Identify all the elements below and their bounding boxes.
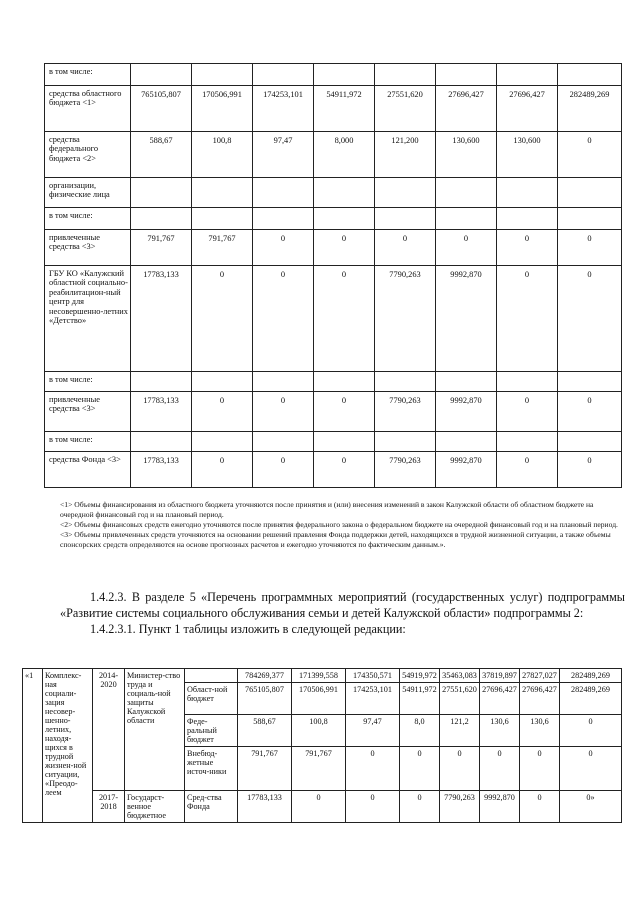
value-cell — [131, 432, 192, 452]
value-cell: 0 — [375, 230, 436, 266]
table-row — [45, 432, 622, 452]
value-cell — [253, 432, 314, 452]
value-cell: 9992,870 — [436, 392, 497, 432]
value-cell: 54911,972 — [314, 86, 375, 132]
value-cell — [253, 208, 314, 230]
total-value-cell: 174350,571 — [346, 669, 400, 683]
value-cell — [131, 208, 192, 230]
value-cell — [436, 178, 497, 208]
value-cell: 0 — [558, 132, 622, 178]
value-cell: 7790,263 — [375, 392, 436, 432]
body-text — [60, 590, 625, 638]
measure-period-2: 2017-2018 — [93, 791, 125, 823]
value-cell: 174253,101 — [253, 86, 314, 132]
value-cell: 130,600 — [497, 132, 558, 178]
value-cell: 0 — [400, 791, 440, 823]
value-cell — [436, 372, 497, 392]
value-cell — [375, 432, 436, 452]
measure-number: «1 — [23, 669, 43, 823]
measure-executor-1: Министер-ство труда и социаль-ной защиты Калужской области — [125, 669, 185, 791]
total-value-cell: 282489,269 — [560, 669, 622, 683]
value-cell: 765105,807 — [238, 683, 292, 715]
total-value-cell: 37819,897 — [480, 669, 520, 683]
value-cell — [192, 372, 253, 392]
value-cell — [192, 178, 253, 208]
value-cell — [314, 178, 375, 208]
value-cell: 0 — [253, 230, 314, 266]
value-cell: 0 — [558, 452, 622, 488]
total-value-cell: 35463,083 — [440, 669, 480, 683]
total-label-cell — [185, 669, 238, 683]
paragraph-section-5: 1.4.2.3. В разделе 5 «Перечень программных мероприятий (государственных услуг) подпрограммы «Развитие системы социального обслуживания семьи и детей Калужской области» подпрограммы 2: — [60, 590, 625, 620]
value-cell — [314, 208, 375, 230]
footnote-3: <3> Объемы привлеченных средств уточняются на основании решений правления Фонда поддержки детей, находящихся в трудной жизненной ситуации, а также объемы спонсорских средств определяются на основе прогнозных расчетов и ежегодно уточняются по фактическим данным.». — [60, 530, 611, 550]
value-cell — [375, 64, 436, 86]
value-cell — [131, 178, 192, 208]
table-row — [45, 132, 622, 178]
value-cell: 17783,133 — [131, 452, 192, 488]
footnote-2: <2> Объемы финансовых средств ежегодно уточняются после принятия федерального закона о федеральном бюджете на очередной финансовый год и на плановый период. — [60, 520, 618, 530]
value-cell: 0 — [253, 392, 314, 432]
value-cell: 27696,427 — [480, 683, 520, 715]
total-value-cell: 27827,027 — [520, 669, 560, 683]
source-label: Област-ной бюджет — [185, 683, 238, 715]
value-cell — [253, 64, 314, 86]
value-cell: 282489,269 — [558, 86, 622, 132]
value-cell: 0 — [292, 791, 346, 823]
value-cell: 100,8 — [192, 132, 253, 178]
value-cell: 0 — [346, 791, 400, 823]
value-cell — [192, 208, 253, 230]
value-cell: 97,47 — [253, 132, 314, 178]
value-cell — [131, 372, 192, 392]
funding-table — [44, 63, 622, 488]
value-cell: 8,000 — [314, 132, 375, 178]
row-label: средства федерального бюджета <2> — [45, 132, 131, 178]
value-cell: 0 — [440, 747, 480, 791]
value-cell: 0 — [520, 747, 560, 791]
value-cell: 54911,972 — [400, 683, 440, 715]
total-value-cell: 171399,558 — [292, 669, 346, 683]
value-cell: 791,767 — [292, 747, 346, 791]
value-cell: 0 — [192, 452, 253, 488]
value-cell: 7790,263 — [375, 452, 436, 488]
value-cell: 130,600 — [436, 132, 497, 178]
value-cell — [497, 208, 558, 230]
value-cell: 791,767 — [192, 230, 253, 266]
value-cell — [253, 178, 314, 208]
row-label: в том числе: — [45, 64, 131, 86]
row-label: средства областного бюджета <1> — [45, 86, 131, 132]
value-cell: 0 — [558, 266, 622, 372]
value-cell: 0 — [497, 230, 558, 266]
total-value-cell: 784269,377 — [238, 669, 292, 683]
value-cell: 17783,133 — [131, 266, 192, 372]
value-cell: 588,67 — [131, 132, 192, 178]
value-cell — [558, 64, 622, 86]
footnotes — [60, 500, 625, 550]
table-row — [45, 452, 622, 488]
value-cell: 0 — [192, 266, 253, 372]
value-cell: 0 — [560, 715, 622, 747]
total-value-cell: 54919,972 — [400, 669, 440, 683]
value-cell: 27551,620 — [440, 683, 480, 715]
value-cell — [436, 64, 497, 86]
value-cell — [436, 432, 497, 452]
value-cell: 0 — [346, 747, 400, 791]
value-cell — [375, 208, 436, 230]
value-cell: 765105,807 — [131, 86, 192, 132]
value-cell: 130,6 — [520, 715, 560, 747]
measure-period-1: 2014-2020 — [93, 669, 125, 791]
value-cell: 0 — [520, 791, 560, 823]
value-cell: 0 — [497, 452, 558, 488]
value-cell — [253, 372, 314, 392]
paragraph-item-1: 1.4.2.3.1. Пункт 1 таблицы изложить в следующей редакции: — [90, 621, 406, 636]
table-row — [45, 372, 622, 392]
value-cell: 0 — [253, 266, 314, 372]
value-cell — [497, 64, 558, 86]
measure-name: Комплекс-ная социали-зация несовер-шенно-летних, находя-щихся в трудной жизнен-ной ситуации, «Преодо-леем — [43, 669, 93, 823]
value-cell: 791,767 — [131, 230, 192, 266]
value-cell: 170506,991 — [292, 683, 346, 715]
value-cell: 170506,991 — [192, 86, 253, 132]
value-cell: 0 — [497, 266, 558, 372]
value-cell: 0 — [314, 266, 375, 372]
value-cell — [314, 64, 375, 86]
value-cell: 9992,870 — [436, 266, 497, 372]
value-cell: 9992,870 — [436, 452, 497, 488]
value-cell: 791,767 — [238, 747, 292, 791]
value-cell: 588,67 — [238, 715, 292, 747]
value-cell: 8,0 — [400, 715, 440, 747]
row-label: в том числе: — [45, 432, 131, 452]
value-cell: 17783,133 — [131, 392, 192, 432]
value-cell: 17783,133 — [238, 791, 292, 823]
value-cell: 0 — [314, 230, 375, 266]
source-label: Сред-ства Фонда — [185, 791, 238, 823]
value-cell: 174253,101 — [346, 683, 400, 715]
source-label: Внебюд-жетные источ-ники — [185, 747, 238, 791]
table-row — [45, 64, 622, 86]
value-cell — [375, 372, 436, 392]
value-cell: 0 — [314, 392, 375, 432]
row-label: организации, физические лица — [45, 178, 131, 208]
value-cell — [192, 432, 253, 452]
source-label: Феде-ральный бюджет — [185, 715, 238, 747]
value-cell: 100,8 — [292, 715, 346, 747]
row-label: в том числе: — [45, 208, 131, 230]
value-cell: 27696,427 — [497, 86, 558, 132]
footnote-1: <1> Объемы финансирования из областного бюджета уточняются после принятия и (или) внесения изменений в закон Калужской области об областном бюджете на очередной финансовый год и на плановый период. — [60, 500, 594, 520]
value-cell: 0 — [480, 747, 520, 791]
value-cell: 0 — [558, 392, 622, 432]
value-cell: 7790,263 — [375, 266, 436, 372]
value-cell: 130,6 — [480, 715, 520, 747]
value-cell: 7790,263 — [440, 791, 480, 823]
value-cell: 0 — [192, 392, 253, 432]
value-cell: 121,200 — [375, 132, 436, 178]
row-label: привлеченные средства <3> — [45, 392, 131, 432]
row-label: ГБУ КО «Калужский областной социально-реабилитацион-ный центр для несовершенно-летних «Детство» — [45, 266, 131, 372]
value-cell: 0 — [436, 230, 497, 266]
value-cell — [314, 372, 375, 392]
value-cell: 121,2 — [440, 715, 480, 747]
value-cell — [314, 432, 375, 452]
value-cell — [497, 432, 558, 452]
row-label: средства Фонда <3> — [45, 452, 131, 488]
table-row — [45, 178, 622, 208]
value-cell — [497, 372, 558, 392]
value-cell: 9992,870 — [480, 791, 520, 823]
value-cell: 282489,269 — [560, 683, 622, 715]
value-cell — [558, 372, 622, 392]
value-cell: 0 — [314, 452, 375, 488]
value-cell — [192, 64, 253, 86]
value-cell: 27696,427 — [520, 683, 560, 715]
table-row — [45, 208, 622, 230]
table-row — [45, 266, 622, 372]
table-row — [45, 392, 622, 432]
row-label: в том числе: — [45, 372, 131, 392]
value-cell — [436, 208, 497, 230]
table-row — [45, 86, 622, 132]
value-cell: 97,47 — [346, 715, 400, 747]
value-cell — [558, 178, 622, 208]
value-cell — [497, 178, 558, 208]
value-cell: 0 — [400, 747, 440, 791]
value-cell: 0 — [558, 230, 622, 266]
value-cell — [375, 178, 436, 208]
value-cell: 0 — [497, 392, 558, 432]
value-cell — [558, 208, 622, 230]
value-cell: 27551,620 — [375, 86, 436, 132]
value-cell: 0» — [560, 791, 622, 823]
table-row — [45, 230, 622, 266]
measure-executor-2: Государст-венное бюджетное — [125, 791, 185, 823]
value-cell — [558, 432, 622, 452]
value-cell: 0 — [253, 452, 314, 488]
value-cell — [131, 64, 192, 86]
row-label: привлеченные средства <3> — [45, 230, 131, 266]
value-cell: 0 — [560, 747, 622, 791]
value-cell: 27696,427 — [436, 86, 497, 132]
measures-table — [22, 668, 622, 823]
